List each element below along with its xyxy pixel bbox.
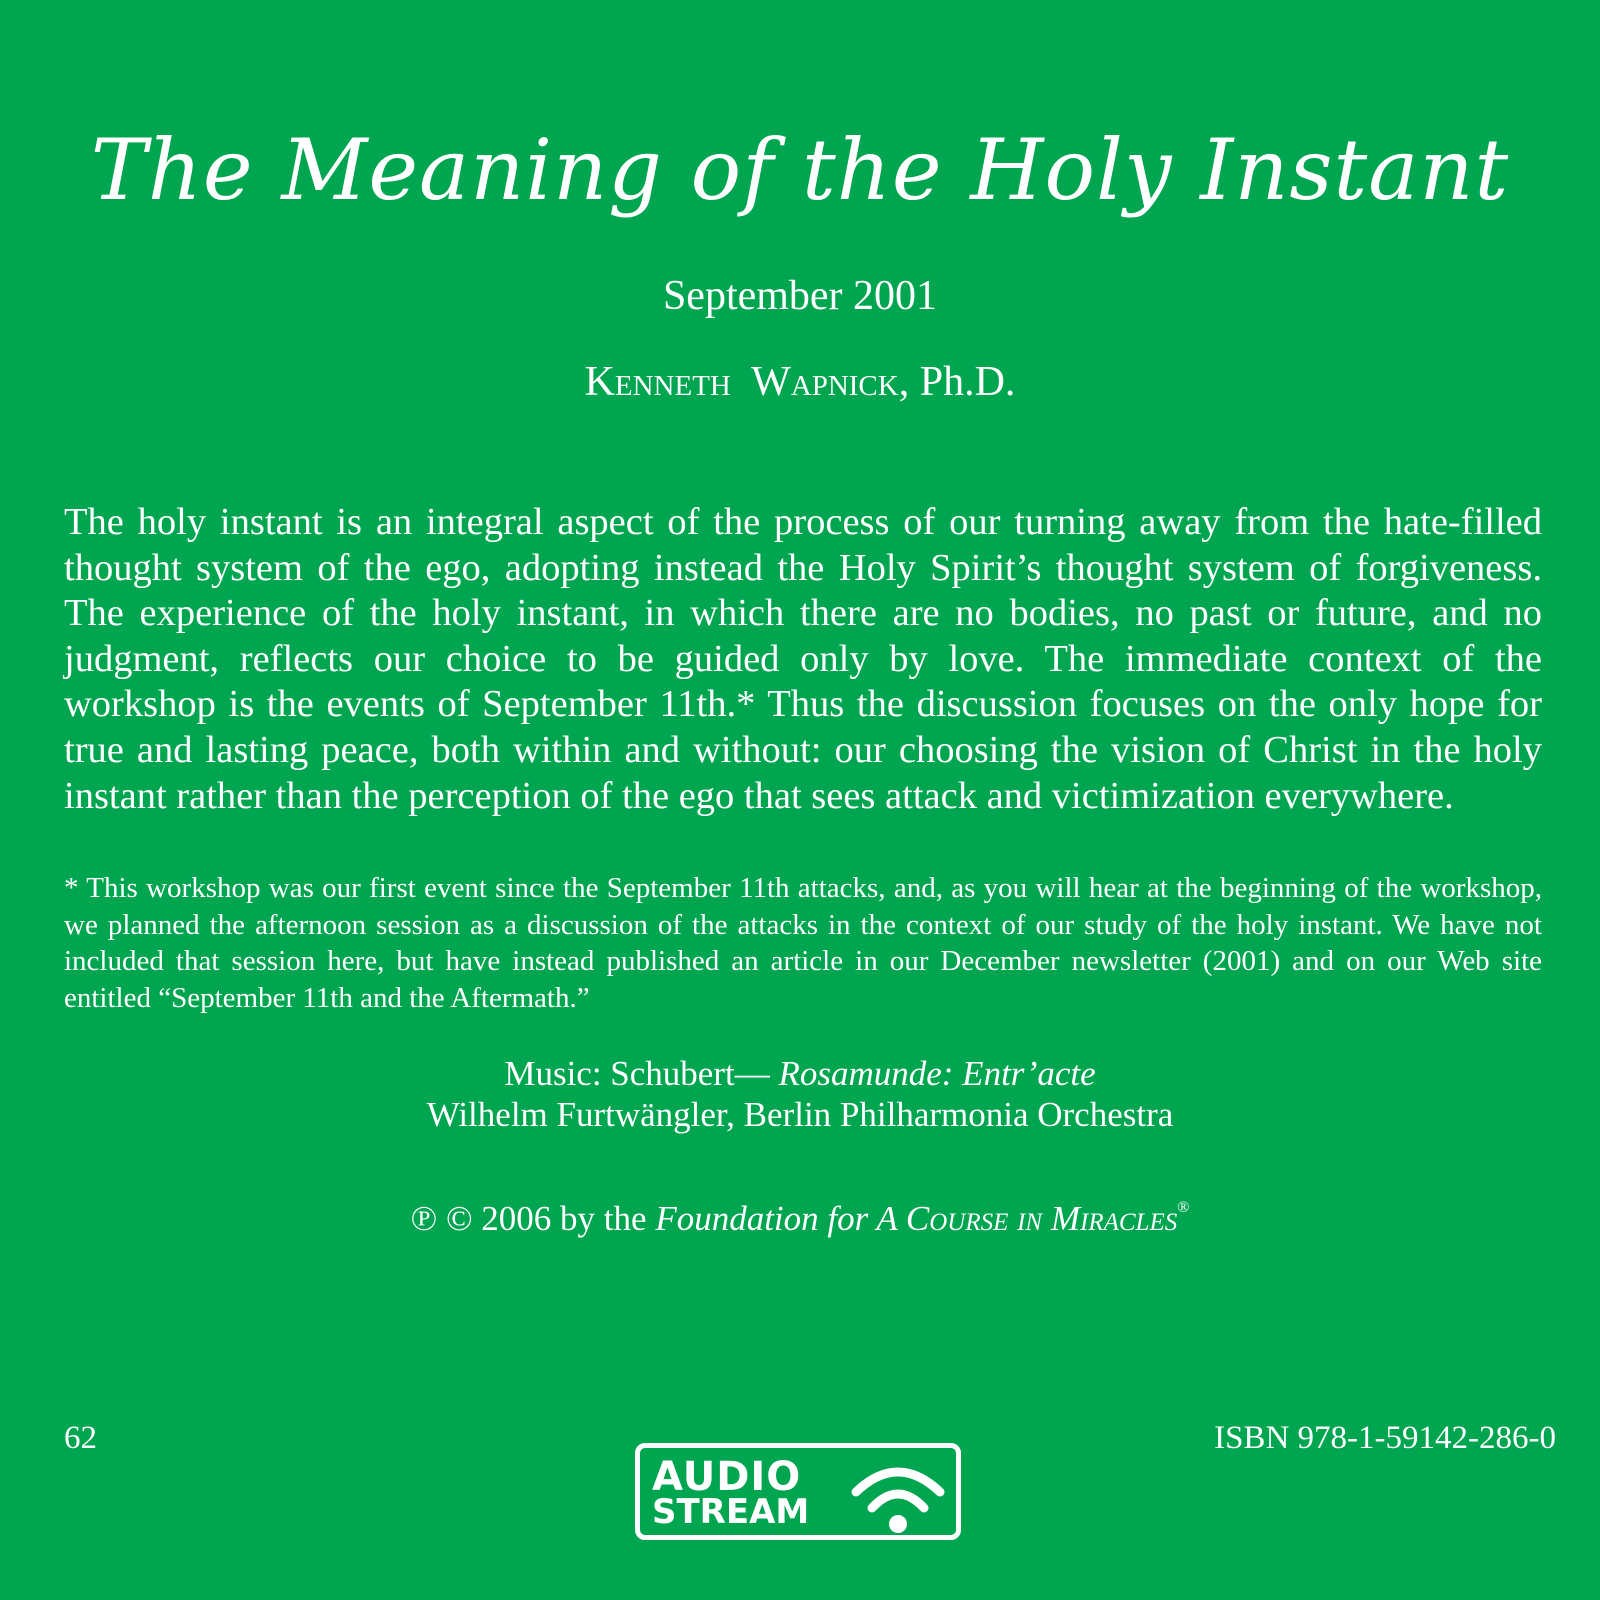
copyright-line — [0, 1186, 1600, 1241]
page-number: 62 — [64, 1420, 97, 1456]
copyright-org-b: Course in Miracles — [905, 1199, 1178, 1238]
performers-line: Wilhelm Furtwängler, Berlin Philharmonia Orchestra — [426, 1095, 1174, 1134]
copyright-org — [655, 1199, 1177, 1238]
registered-mark: ® — [1177, 1199, 1190, 1216]
music-line — [0, 1053, 1600, 1094]
audio-stream-logo — [635, 1443, 961, 1540]
author-name: Kenneth Wapnick — [584, 359, 899, 405]
isbn: ISBN 978-1-59142-286-0 — [1214, 1420, 1556, 1456]
footnote: * This workshop was our first event since the September 11th attacks, and, as you will hear at the beginning of the workshop, we planned the afternoon session as a discussion of the attacks in the context of our study of the holy instant. We have not included that session here, but have instead published an article in our December newsletter (2001) and on our Web site entitled “September 11th and the Aftermath.” — [64, 872, 1542, 1014]
music-work: Rosamunde: Entr’acte — [778, 1054, 1096, 1093]
album-title: The Meaning of the Holy Instant — [90, 121, 1510, 219]
music-composer: Music: Schubert— — [504, 1054, 770, 1093]
recording-date: September 2001 — [662, 273, 938, 319]
description-paragraph: The holy instant is an integral aspect of the process of our turning away from the hate-filled thought system of the ego, adopting instead the Holy Spirit’s thought system of forgiveness. The experience of the holy instant, in which there are no bodies, no past or future, and no judgment, reflects our choice to be guided only by love. The immediate context of the workshop is the events of September 11th.* Thus the discussion focuses on the only hope for true and lasting peace, both within and without: our choosing the vision of Christ in the holy instant rather than the perception of the ego that sees attack and victimization everywhere. — [64, 501, 1542, 817]
music-credits — [0, 1053, 1600, 1135]
author-suffix: , Ph.D. — [898, 359, 1016, 405]
copyright-org-a: Foundation for A — [655, 1199, 898, 1238]
logo-stream-text: STREAM — [652, 1492, 810, 1532]
wireless-signal-icon — [848, 1452, 948, 1536]
copyright-prefix: ℗ © 2006 by the — [410, 1199, 647, 1238]
logo-audio-text: AUDIO — [652, 1454, 802, 1500]
author-line — [0, 354, 1600, 410]
